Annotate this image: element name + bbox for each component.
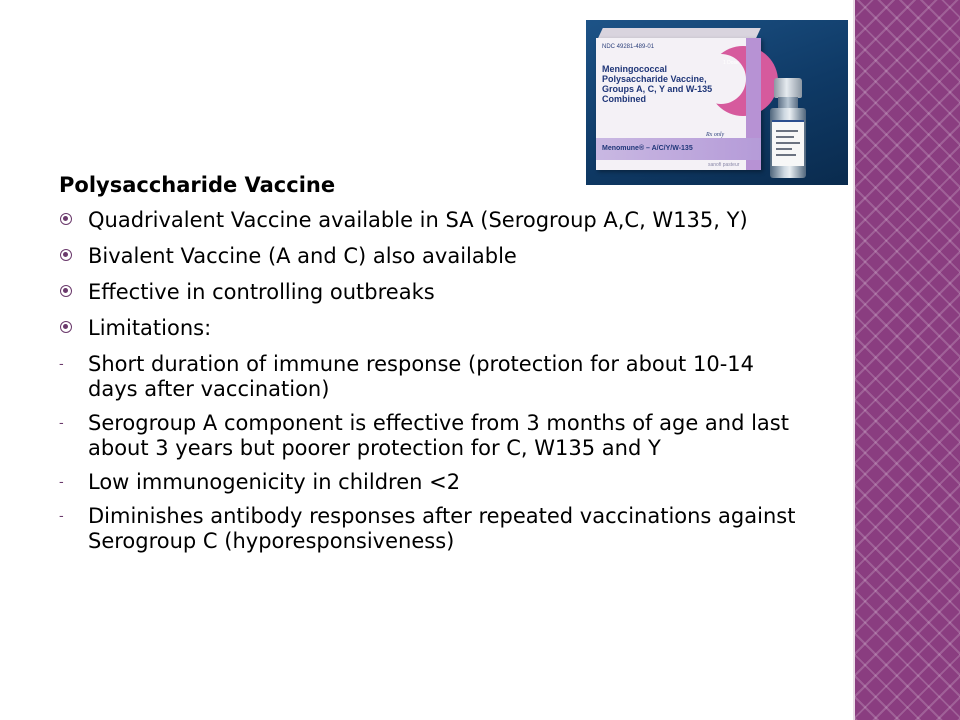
bullet-text: Effective in controlling outbreaks — [88, 280, 435, 304]
decorative-side-band — [855, 0, 960, 720]
sub-bullet-text: Short duration of immune response (protection for about 10-14 days after vaccination) — [88, 352, 754, 401]
bullet-item — [59, 244, 804, 269]
vial-label — [772, 120, 804, 166]
bullet-item — [59, 208, 804, 233]
sub-bullet-text: Diminishes antibody responses after repeated vaccinations against Serogroup C (hyporesponsiveness) — [88, 504, 796, 553]
dash-icon: - — [59, 509, 64, 524]
sub-bullet-item — [59, 352, 804, 402]
box-brand-name: Menomune® – A/C/Y/W-135 — [602, 145, 693, 152]
sub-bullet-text: Low immunogenicity in children <2 — [88, 470, 461, 494]
sub-bullet-item — [59, 470, 804, 495]
box-dose-label: 1 Dose — [723, 60, 739, 66]
vial-label-line — [776, 142, 800, 144]
bullet-text: Quadrivalent Vaccine available in SA (Serogroup A,C, W135, Y) — [88, 208, 748, 232]
vaccine-box — [596, 38, 761, 170]
bullet-text: Limitations: — [88, 316, 212, 340]
vial-label-line — [776, 130, 798, 132]
bullet-text: Bivalent Vaccine (A and C) also available — [88, 244, 517, 268]
circled-dot-icon — [60, 285, 72, 297]
bullet-item — [59, 316, 804, 341]
vial-label-line — [776, 136, 794, 138]
vaccine-product-photo — [586, 20, 848, 185]
box-ndc-code: NDC 49281-489-01 — [602, 44, 655, 50]
slide-content — [59, 171, 804, 563]
sub-bullet-item — [59, 411, 804, 461]
vial-label-line — [776, 154, 796, 156]
circled-dot-icon — [60, 249, 72, 261]
vial-label-line — [776, 148, 792, 150]
sub-bullet-text: Serogroup A component is effective from 3 months of age and last about 3 years but poorer protection for C, W135 and Y — [88, 411, 789, 460]
circled-dot-icon — [60, 213, 72, 225]
circled-dot-icon — [60, 321, 72, 333]
dash-icon: - — [59, 357, 64, 372]
box-rx-label: Rx only — [706, 132, 725, 138]
bullet-item — [59, 280, 804, 305]
box-manufacturer: sanofi pasteur — [708, 162, 740, 168]
sub-bullet-item — [59, 504, 804, 554]
dash-icon: - — [59, 475, 64, 490]
dash-icon: - — [59, 416, 64, 431]
box-product-name: Meningococcal Polysaccharide Vaccine, Groups A, C, Y and W-135 Combined — [602, 64, 713, 104]
vial-cap — [774, 78, 802, 98]
slide-heading: Polysaccharide Vaccine — [59, 173, 336, 197]
